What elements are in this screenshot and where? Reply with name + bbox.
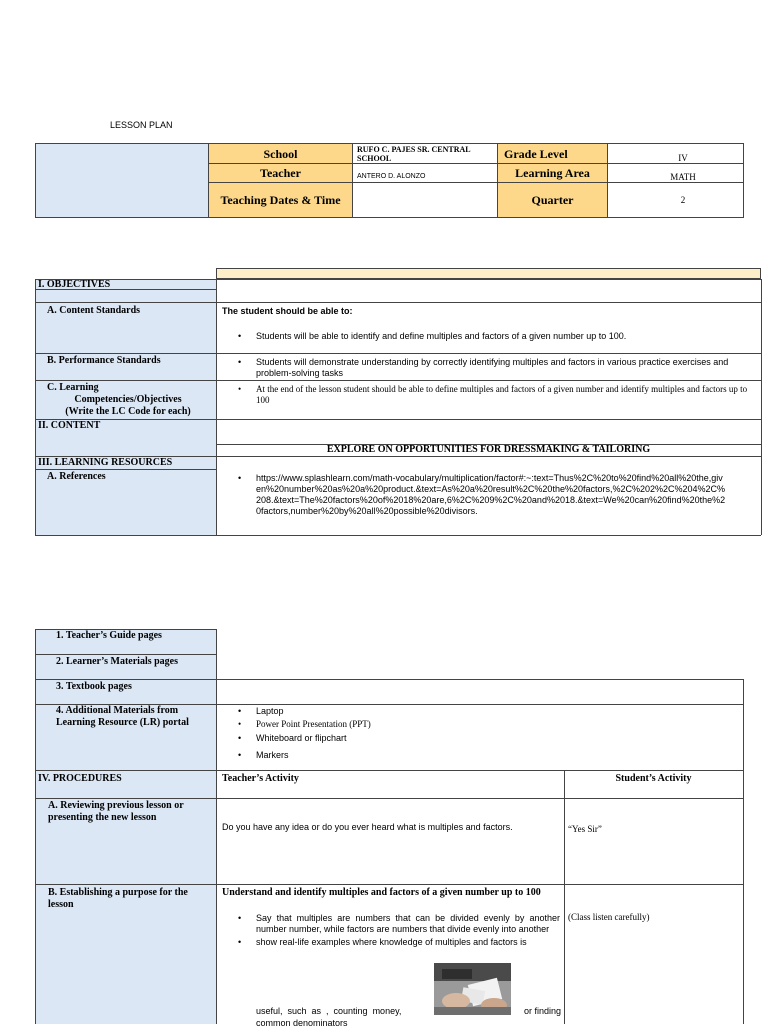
textbook-pages-label: 3. Textbook pages	[56, 681, 132, 692]
content-section-label: II. CONTENT	[38, 420, 101, 431]
purpose-line-right: or finding	[523, 1006, 561, 1016]
school-value: RUFO C. PAJES SR. CENTRAL SCHOOL	[357, 145, 471, 163]
reviewing-teacher-text: Do you have any idea or do you ever heard what is multiples and factors.	[222, 822, 513, 832]
learning-competencies-list	[222, 384, 757, 406]
content-standards-intro: The student should be able to:	[222, 306, 353, 316]
grade-level-value: IV	[678, 153, 688, 163]
teacher-value: ANTERO D. ALONZO	[357, 173, 426, 180]
learning-label-line-1: C. Learning	[47, 382, 99, 393]
learning-label-line-2: Competencies/Objectives	[74, 394, 182, 405]
content-standards-label: A. Content Standards	[47, 305, 141, 316]
learning-competencies-label	[40, 382, 216, 418]
reviewing-student-text: “Yes Sir”	[568, 824, 602, 834]
header-blank-cell	[35, 143, 209, 218]
objectives-top-strip	[216, 268, 761, 279]
grade-level-value-cell	[607, 143, 744, 164]
reference-link[interactable]: • https://www.splashlearn.com/math-vocabulary/multiplication/factor#:~:text=Thus%2C%20to%20find%20all%20the,given%20number%20as%20a%20product.&text=As%20a%20result%2C%20the%20factors,%2C%202%2C%204%2C%208.&text=The%20factors%20of%2018%20are,6%2C%209%2C%20and%2018.&text=We%20can%20find%20the%20factors,number%20by%20all%20possible%20divisors.	[222, 473, 727, 517]
lesson-plan-title: LESSON PLAN	[110, 120, 173, 130]
performance-standards-label: B. Performance Standards	[47, 355, 161, 366]
performance-standards-bullet: • Students will demonstrate understanding by correctly identifying multiples and factors in various practice exercises and problem-solving tasks	[222, 357, 757, 379]
content-standards-bullet: • Students will be able to identify and define multiples and factors of a given number up to 100.	[222, 331, 757, 342]
learning-area-value: MATH	[670, 172, 696, 182]
grade-level-cell	[497, 143, 608, 164]
purpose-bullet-2: • show real-life examples where knowledge of multiples and factors is	[222, 937, 560, 948]
purpose-label: B. Establishing a purpose for the lesson	[48, 887, 188, 910]
school-label: School	[208, 143, 353, 164]
references-label: A. References	[47, 471, 106, 482]
purpose-student-text: (Class listen carefully)	[568, 912, 650, 922]
teaching-dates-value	[352, 182, 498, 218]
school-value-cell	[352, 143, 498, 164]
grade-level-label: Grade Level	[504, 147, 568, 161]
procedures-label: IV. PROCEDURES	[38, 773, 122, 784]
learning-area-label: Learning Area	[497, 163, 608, 183]
counting-money-photo	[434, 963, 511, 1015]
performance-standards-list	[222, 357, 757, 379]
purpose-bullet-1: • Say that multiples are numbers that can be divided evenly by another number number, while factors are numbers that divide evenly into another	[222, 913, 560, 935]
learning-area-value-cell	[607, 163, 744, 183]
teacher-value-cell	[352, 163, 498, 183]
teacher-activity-header: Teacher’s Activity	[222, 773, 299, 784]
student-activity-header: Student’s Activity	[615, 773, 692, 784]
learning-label-line-3: (Write the LC Code for each)	[65, 406, 191, 417]
learning-resources-label: III. LEARNING RESOURCES	[38, 457, 173, 468]
quarter-label: Quarter	[497, 182, 608, 218]
teaching-dates-label: Teaching Dates & Time	[208, 182, 353, 218]
counting-money-photo-art	[434, 963, 511, 1015]
purpose-heading: Understand and identify multiples and factors of a given number up to 100	[222, 887, 541, 898]
purpose-line-last: common denominators	[256, 1018, 348, 1028]
reviewing-lesson-label: A. Reviewing previous lesson or presenting the new lesson	[48, 800, 184, 823]
content-standards-list	[222, 331, 757, 342]
content-banner: EXPLORE ON OPPORTUNITIES FOR DRESSMAKING & TAILORING	[326, 444, 651, 455]
material-item-markers: • Markers	[222, 750, 722, 761]
material-item-ppt: • Power Point Presentation (PPT)	[222, 719, 722, 730]
materials-list	[222, 706, 722, 761]
teachers-guide-label: 1. Teacher’s Guide pages	[56, 630, 162, 641]
learners-materials-label: 2. Learner’s Materials pages	[56, 656, 179, 667]
resources-left-column	[35, 629, 216, 770]
material-item-laptop: • Laptop	[222, 706, 722, 717]
objectives-section-label: I. OBJECTIVES	[38, 279, 111, 290]
quarter-value-cell	[607, 182, 744, 218]
references-list	[222, 473, 727, 517]
learning-competencies-bullet: • At the end of the lesson student should be able to define multiples and factors of a given number and identify multiples and factors up to 100	[222, 384, 757, 406]
purpose-line-left: useful, such as , counting money,	[256, 1006, 402, 1016]
additional-materials-label: 4. Additional Materials from Learning Resource (LR) portal	[56, 705, 189, 728]
teacher-label: Teacher	[208, 163, 353, 183]
purpose-list	[222, 913, 560, 948]
quarter-value: 2	[680, 195, 686, 205]
material-item-whiteboard: • Whiteboard or flipchart	[222, 733, 722, 744]
